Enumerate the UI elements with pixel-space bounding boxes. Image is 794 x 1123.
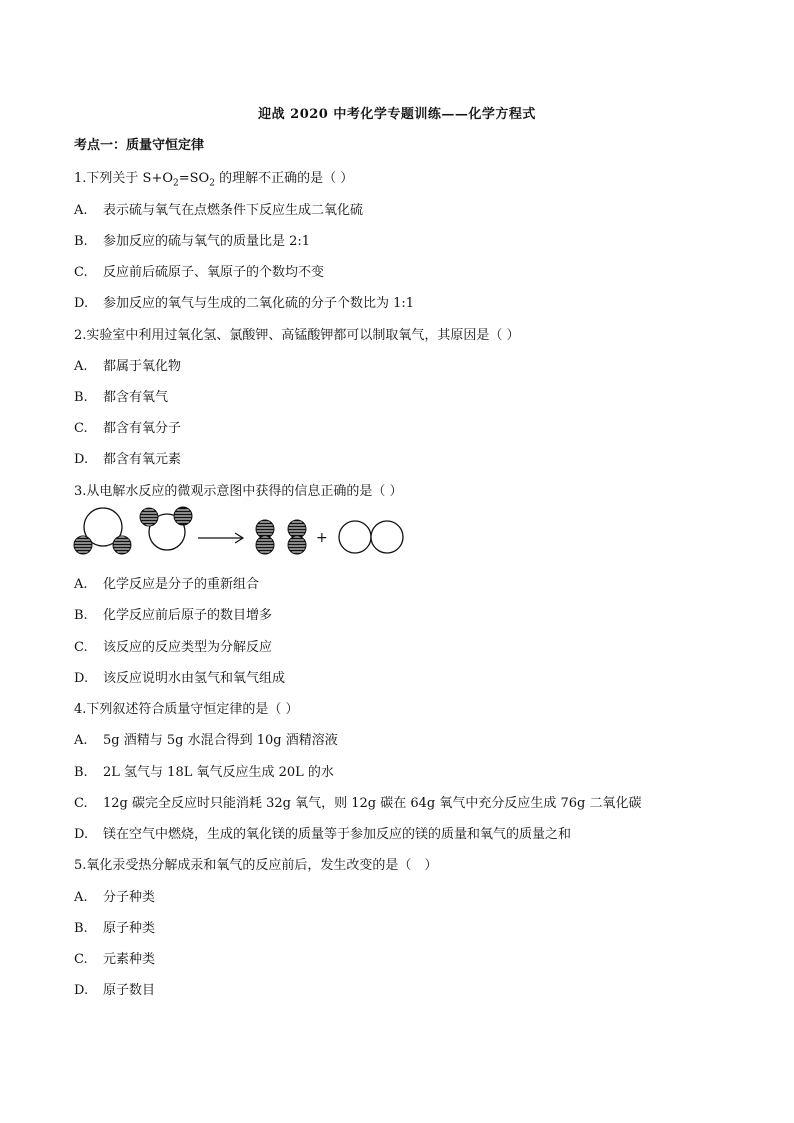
question-3-option-d: D. 该反应说明水由氢气和氧气组成 [74, 671, 286, 686]
question-4: 4.下列叙述符合质量守恒定律的是（ ） [74, 702, 299, 717]
hydrogen-atom-icon [256, 536, 274, 554]
question-2-option-d: D. 都含有氧元素 [74, 452, 182, 467]
question-2-option-c: C. 都含有氧分子 [74, 421, 182, 436]
reaction-arrow-icon [198, 533, 243, 543]
question-4-option-c: C. 12g 碳完全反应时只能消耗 32g 氧气，则 12g 碳在 64g 氧气中充分反应生成 76g 二氧化碳 [74, 796, 642, 811]
question-4-option-b: B. 2L 氢气与 18L 氧气反应生成 20L 的水 [74, 765, 334, 780]
question-4-option-a: A. 5g 酒精与 5g 水混合得到 10g 酒精溶液 [74, 733, 338, 748]
question-5-option-c: C. 元素种类 [74, 952, 156, 967]
water-molecule-1 [74, 508, 131, 554]
question-4-option-d: D. 镁在空气中燃烧，生成的氧化镁的质量等于参加反应的镁的质量和氧气的质量之和 [74, 827, 572, 842]
question-3-option-c: C. 该反应的反应类型为分解反应 [74, 640, 273, 655]
section-heading: 考点一：质量守恒定律 [74, 138, 205, 153]
question-3-option-a: A. 化学反应是分子的重新组合 [74, 577, 260, 592]
hydrogen-molecule-1 [256, 520, 274, 554]
question-2: 2.实验室中利用过氧化氢、氯酸钾、高锰酸钾都可以制取氧气，其原因是（ ） [74, 328, 520, 343]
question-1-option-b: B. 参加反应的硫与氧气的质量比是 2:1 [74, 234, 311, 249]
question-1-text-post: 的理解不正确的是（ ） [214, 171, 354, 186]
question-2-option-a: A. 都属于氧化物 [74, 359, 182, 374]
question-5-option-a: A. 分子种类 [74, 890, 156, 905]
question-5: 5.氧化汞受热分解成汞和氧气的反应前后，发生改变的是（ ） [74, 858, 438, 873]
document-title: 迎战 2020 中考化学专题训练——化学方程式 [258, 107, 536, 122]
question-3-option-b: B. 化学反应前后原子的数目增多 [74, 608, 273, 623]
hydrogen-atom-icon [74, 536, 92, 554]
oxygen-atom-icon [371, 521, 403, 553]
question-1-sub-2: 2 [209, 178, 215, 189]
hydrogen-atom-icon [256, 520, 274, 538]
question-2-option-b: B. 都含有氧气 [74, 390, 169, 405]
question-1-option-a: A. 表示硫与氧气在点燃条件下反应生成二氧化硫 [74, 203, 364, 218]
oxygen-atom-icon [339, 521, 371, 553]
question-1-option-d: D. 参加反应的氧气与生成的二氧化硫的分子个数比为 1:1 [74, 296, 415, 311]
question-1-sub-1: 2 [173, 178, 179, 189]
water-molecule-2 [140, 507, 192, 550]
hydrogen-atom-icon [174, 507, 192, 525]
question-1-text-pre: 1.下列关于 S+O [74, 171, 173, 186]
question-1-option-c: C. 反应前后硫原子、氧原子的个数均不变 [74, 265, 325, 280]
question-1-text-mid: =SO [178, 171, 210, 186]
hydrogen-atom-icon [113, 536, 131, 554]
question-5-option-b: B. 原子种类 [74, 921, 156, 936]
question-5-option-d: D. 原子数目 [74, 983, 156, 998]
hydrogen-atom-icon [288, 520, 306, 538]
question-3: 3.从电解水反应的微观示意图中获得的信息正确的是（ ） [74, 484, 403, 499]
oxygen-molecule [339, 521, 403, 553]
hydrogen-atom-icon [140, 508, 158, 526]
plus-sign: + [316, 530, 328, 546]
hydrogen-atom-icon [288, 536, 306, 554]
electrolysis-molecule-diagram [70, 505, 410, 557]
question-1 [74, 167, 353, 189]
hydrogen-molecule-2 [288, 520, 306, 554]
